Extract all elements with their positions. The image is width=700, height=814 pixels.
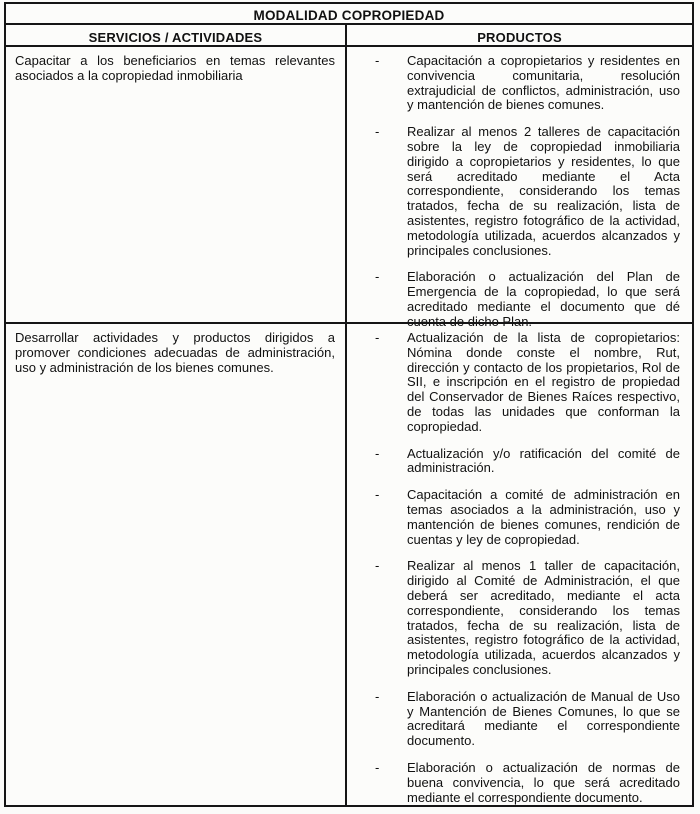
product-text: Realizar al menos 1 taller de capacitación, dirigido al Comité de Administración, el que deberá ser acreditado, mediante el acta correspondiente, considerando los temas tratados, fecha de su realización, lista de asistentes, registro fotográfico de la actividad, metodología utilizada, acuerdos alcanzados y principales conclusiones. — [407, 558, 680, 677]
modalidad-copropiedad-table — [4, 2, 694, 807]
bullet-dash: - — [375, 759, 380, 775]
column-header-servicios: SERVICIOS / ACTIVIDADES — [6, 25, 347, 45]
bullet-dash: - — [375, 124, 380, 140]
bullet-dash: - — [375, 558, 380, 574]
service-cell: Desarrollar actividades y productos dirigidos a promover condiciones adecuadas de administración, uso y administración de los bienes comunes. — [6, 324, 347, 805]
table-row — [6, 45, 692, 329]
bullet-dash: - — [375, 487, 380, 503]
service-cell: Capacitar a los beneficiarios en temas relevantes asociados a la copropiedad inmobiliaria — [6, 47, 347, 322]
bullet-dash: - — [375, 330, 380, 345]
product-item — [347, 270, 692, 329]
table-row — [6, 322, 692, 805]
product-text: Elaboración o actualización de Manual de Uso y Mantención de Bienes Comunes, lo que se acreditará mediante el correspondiente documento. — [407, 688, 680, 749]
product-text: Actualización y/o ratificación del comité de administración. — [407, 445, 680, 476]
products-cell — [347, 324, 692, 805]
products-cell — [347, 47, 692, 329]
bullet-dash: - — [375, 445, 380, 461]
product-text: Realizar al menos 2 talleres de capacitación sobre la ley de copropiedad inmobiliaria dirigido a copropietarios y residentes, lo que será acreditado mediante el Acta correspondiente, considerando los temas tratados, fecha de su realización, lista de asistentes, registro fotográfico de la actividad, metodología utilizada, acuerdos alcanzados y principales conclusiones. — [407, 124, 680, 258]
bullet-dash: - — [375, 53, 380, 68]
bullet-dash: - — [375, 688, 380, 704]
product-item — [347, 125, 692, 258]
product-text: Actualización de la lista de copropietarios: Nómina donde conste el nombre, Rut, dirección y contacto de los propietarios, Rol de SII, e inscripción en el registro de propiedad del Conservador de Bienes Raíces respectivo, de todas las unidades que conforman la copropiedad. — [407, 330, 680, 434]
table-header-row — [6, 23, 692, 45]
product-item — [347, 488, 692, 547]
product-item — [347, 690, 692, 749]
product-text: Capacitación a comité de administración en temas asociados a la administración, uso y mantención de bienes comunes, rendición de cuentas y ley de copropiedad. — [407, 487, 680, 547]
product-item — [347, 447, 692, 477]
product-item — [347, 331, 692, 435]
bullet-dash: - — [375, 269, 380, 285]
column-header-productos: PRODUCTOS — [477, 30, 562, 45]
product-item — [347, 54, 692, 113]
table-title: MODALIDAD COPROPIEDAD — [253, 8, 445, 23]
product-text: Elaboración o actualización del Plan de Emergencia de la copropiedad, lo que será acreditado mediante el documento que dé cuenta de dicho Plan. — [407, 269, 680, 329]
product-item — [347, 559, 692, 677]
product-text: Elaboración o actualización de normas de buena convivencia, lo que será acreditado mediante el correspondiente documento. — [407, 759, 680, 805]
product-item — [347, 761, 692, 805]
product-text: Capacitación a copropietarios y residentes en convivencia comunitaria, resolución extrajudicial de conflictos, administración, uso y mantención de bienes comunes. — [407, 53, 680, 113]
